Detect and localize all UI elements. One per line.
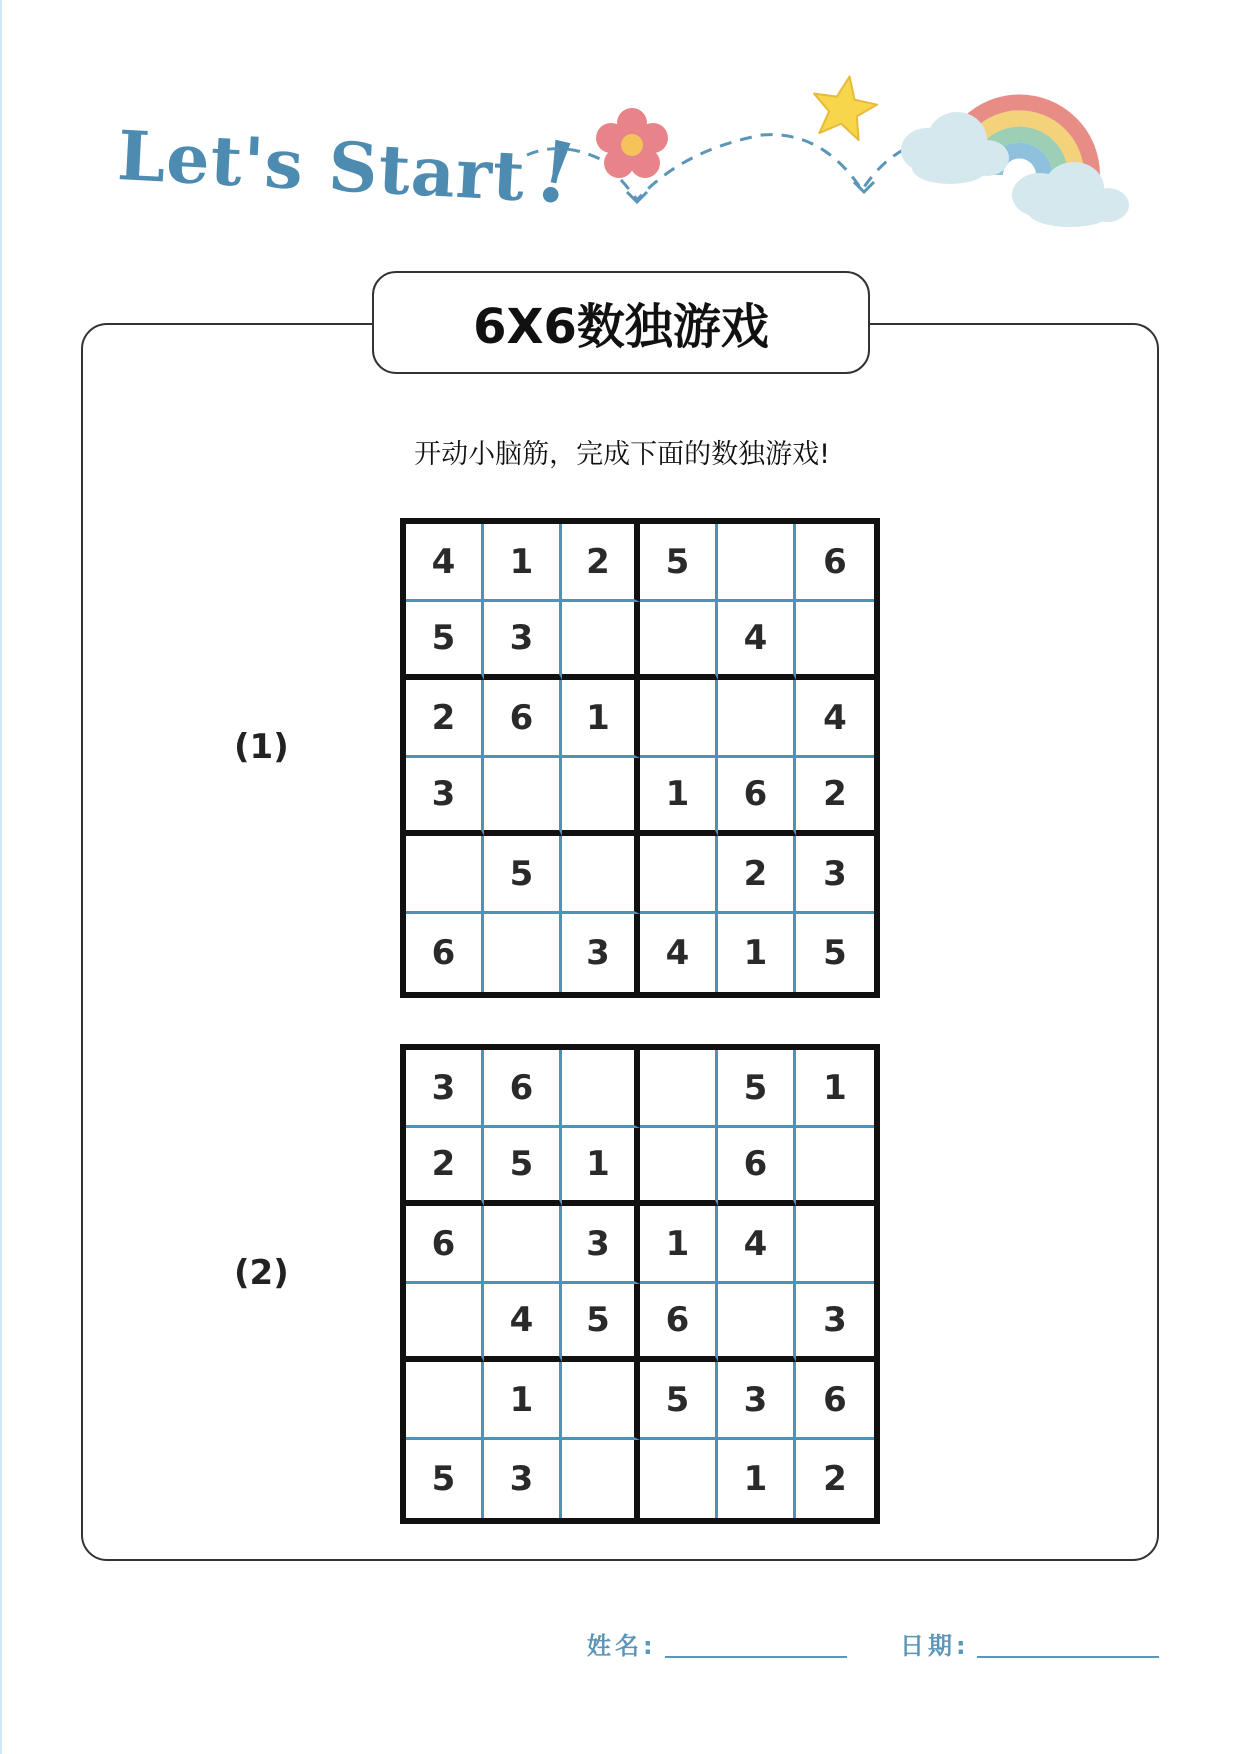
sudoku-cell: 1 — [562, 1128, 640, 1206]
sudoku-cell: 5 — [640, 524, 718, 602]
sudoku-cell: 5 — [562, 1284, 640, 1362]
sudoku-cell: 5 — [640, 1362, 718, 1440]
sudoku-cell: 4 — [484, 1284, 562, 1362]
sudoku-cell-empty[interactable] — [718, 524, 796, 602]
sudoku-cell: 4 — [718, 602, 796, 680]
name-label: 姓名: — [587, 1632, 657, 1660]
sudoku-cell: 3 — [484, 1440, 562, 1518]
page-title: 6X6数独游戏 — [473, 299, 769, 355]
sudoku-cell: 6 — [406, 1206, 484, 1284]
sudoku-cell: 4 — [796, 680, 874, 758]
date-label: 日期: — [900, 1632, 970, 1660]
sudoku-cell-empty[interactable] — [406, 1362, 484, 1440]
sudoku-cell: 1 — [484, 524, 562, 602]
sudoku-cell: 4 — [718, 1206, 796, 1284]
sudoku-cell-empty[interactable] — [640, 836, 718, 914]
sudoku-cell: 6 — [718, 758, 796, 836]
sudoku-cell: 3 — [562, 1206, 640, 1284]
sudoku-cell-empty[interactable] — [640, 680, 718, 758]
sudoku-cell-empty[interactable] — [562, 758, 640, 836]
sudoku-grid-1 — [400, 518, 880, 998]
headline-text: Let's Start — [115, 116, 528, 218]
sudoku-cell: 1 — [640, 758, 718, 836]
sudoku-cell-empty[interactable] — [406, 1284, 484, 1362]
sudoku-cell-empty[interactable] — [640, 1050, 718, 1128]
sudoku-cell: 1 — [484, 1362, 562, 1440]
sudoku-cell-empty[interactable] — [796, 602, 874, 680]
title-box — [372, 271, 870, 374]
sudoku-cell: 5 — [406, 602, 484, 680]
sudoku-cell: 6 — [640, 1284, 718, 1362]
sudoku-cell-empty[interactable] — [796, 1206, 874, 1284]
sudoku-cell: 2 — [406, 1128, 484, 1206]
sudoku-cell: 5 — [718, 1050, 796, 1128]
sudoku-cell: 5 — [484, 1128, 562, 1206]
sudoku-cell-empty[interactable] — [406, 836, 484, 914]
header-decoration — [2, 0, 1240, 240]
sudoku-cell-empty[interactable] — [562, 836, 640, 914]
sudoku-cell: 2 — [562, 524, 640, 602]
star-icon — [807, 71, 881, 142]
sudoku-cell: 2 — [823, 1459, 847, 1499]
sudoku-cell: 3 — [406, 758, 484, 836]
sudoku-cell-empty[interactable] — [562, 602, 640, 680]
sudoku-cell-empty[interactable] — [796, 1128, 874, 1206]
sudoku-cell: 1 — [796, 1050, 874, 1128]
sudoku-cell-empty[interactable] — [640, 1440, 718, 1518]
sudoku-cell: 2 — [796, 758, 874, 836]
sudoku-cell: 5 — [406, 1440, 484, 1518]
puzzle-label-2: (2) — [234, 1253, 289, 1293]
date-field[interactable] — [977, 1656, 1159, 1658]
sudoku-cell-empty[interactable] — [562, 1050, 640, 1128]
sudoku-cell: 5 — [823, 933, 847, 973]
sudoku-cell-empty[interactable] — [640, 602, 718, 680]
sudoku-cell: 4 — [640, 914, 718, 992]
sudoku-cell-empty[interactable] — [640, 1128, 718, 1206]
sudoku-cell: 1 — [640, 1206, 718, 1284]
instruction-text: 开动小脑筋，完成下面的数独游戏! — [414, 439, 830, 470]
sudoku-cell-empty[interactable] — [484, 758, 562, 836]
sudoku-cell: 6 — [796, 524, 874, 602]
name-field[interactable] — [665, 1656, 847, 1658]
sudoku-cell: 2 — [406, 680, 484, 758]
sudoku-cell: 1 — [718, 1440, 796, 1518]
sudoku-cell-empty[interactable] — [562, 1440, 640, 1518]
sudoku-cell: 1 — [718, 914, 796, 992]
puzzle-label-1: (1) — [234, 727, 289, 767]
sudoku-cell: 6 — [796, 1362, 874, 1440]
headline-exclamation: ! — [526, 119, 587, 225]
sudoku-cell: 6 — [484, 680, 562, 758]
sudoku-cell-empty[interactable] — [718, 1284, 796, 1362]
sudoku-cell: 3 — [406, 1050, 484, 1128]
dashed-trail — [527, 135, 907, 200]
sudoku-cell: 2 — [718, 836, 796, 914]
sudoku-cell-empty[interactable] — [484, 914, 562, 992]
flower-icon — [596, 108, 668, 178]
sudoku-cell: 1 — [562, 680, 640, 758]
sudoku-cell: 3 — [484, 602, 562, 680]
sudoku-cell-empty[interactable] — [562, 1362, 640, 1440]
sudoku-cell: 6 — [484, 1050, 562, 1128]
sudoku-cell-empty[interactable] — [484, 1206, 562, 1284]
sudoku-cell: 3 — [796, 1284, 874, 1362]
sudoku-cell: 3 — [718, 1362, 796, 1440]
sudoku-grid-2 — [400, 1044, 880, 1524]
sudoku-cell: 4 — [406, 524, 484, 602]
sudoku-cell: 5 — [484, 836, 562, 914]
sudoku-cell: 6 — [718, 1128, 796, 1206]
sudoku-cell: 3 — [796, 836, 874, 914]
sudoku-cell: 6 — [406, 914, 484, 992]
sudoku-cell: 3 — [562, 914, 640, 992]
sudoku-cell-empty[interactable] — [718, 680, 796, 758]
